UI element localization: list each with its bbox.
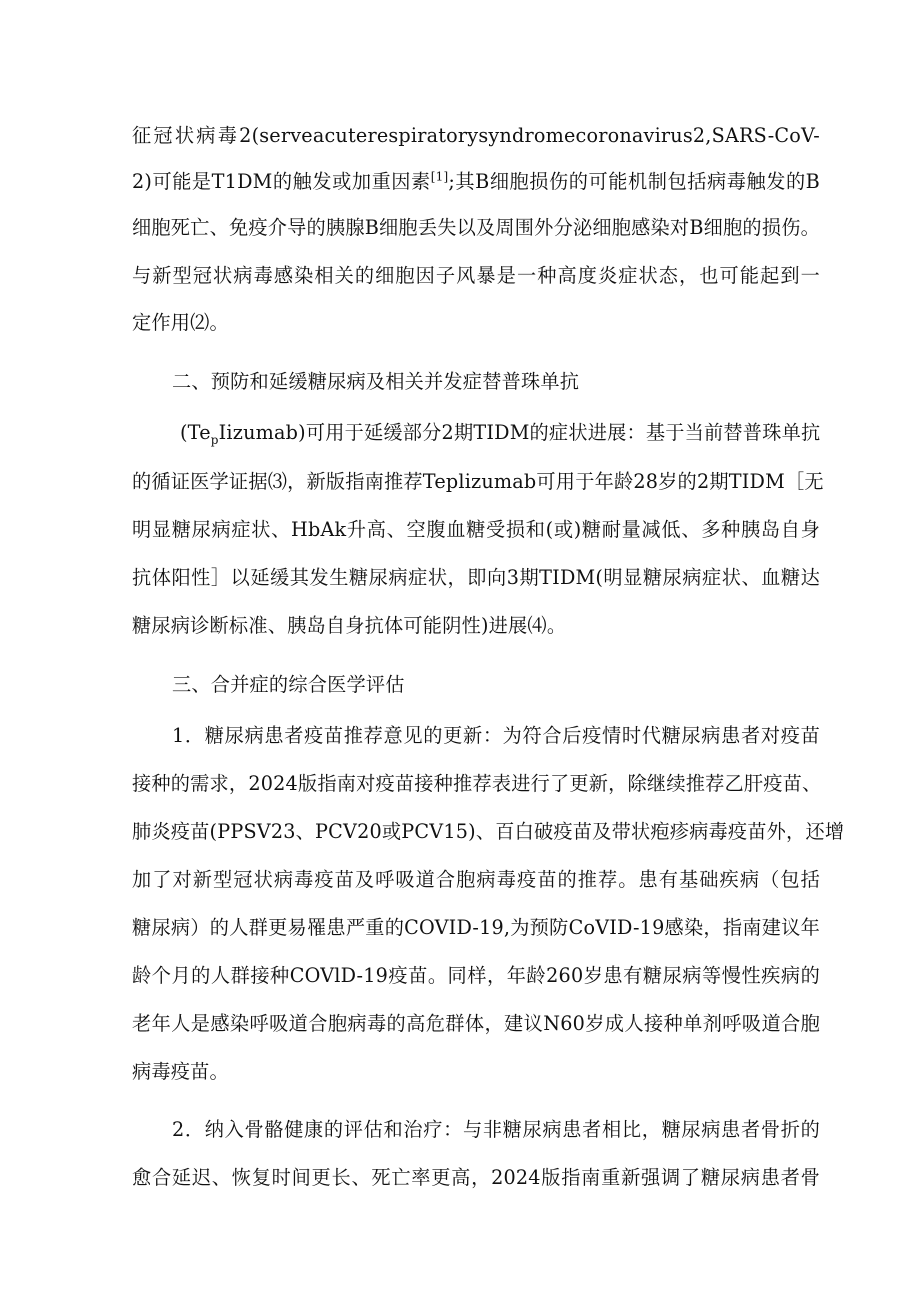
citation-ref-1: [1] [430, 169, 449, 184]
paragraph-2-line-1 [180, 415, 920, 451]
paragraph-1-line-5: 定作用⑵。 [132, 311, 229, 334]
paragraph-1-line-1: 征冠状病毒2(serveacuterespiratorysyndromecoronavirus2,SARS-CoV- [132, 124, 820, 147]
paragraph-4-line-1: 2．纳入骨骼健康的评估和治疗：与非糖尿病患者相比，糖尿病患者骨折的 [172, 1118, 820, 1141]
paragraph-1-line-4: 与新型冠状病毒感染相关的细胞因子风暴是一种高度炎症状态，也可能起到一 [132, 264, 820, 287]
paragraph-3-line-8: 病毒疫苗。 [132, 1060, 229, 1083]
paragraph-3-line-7: 老年人是感染呼吸道合胞病毒的高危群体，建议N60岁成人接种单剂呼吸道合胞 [132, 1012, 820, 1035]
paragraph-2-line-5: 糖尿病诊断标准、胰岛自身抗体可能阴性)进展⑷。 [132, 614, 567, 637]
paragraph-1-line-3: 细胞死亡、免疫介导的胰腺B细胞丢失以及周围外分泌细胞感染对B细胞的损伤。 [132, 216, 820, 239]
paragraph-2-line-1-subscript: p [210, 432, 219, 447]
paragraph-2-line-4: 抗体阳性］以延缓其发生糖尿病症状，即向3期TIDM(明显糖尿病症状、血糖达 [132, 566, 820, 589]
paragraph-2-line-2: 的循证医学证据⑶，新版指南推荐Teplizumab可用于年龄28岁的2期TIDM［无 [132, 470, 824, 493]
paragraph-4-line-2: 愈合延迟、恢复时间更长、死亡率更高，2024版指南重新强调了糖尿病患者骨 [132, 1166, 820, 1189]
paragraph-1-line-2 [132, 164, 820, 200]
paragraph-3-line-5: 糖尿病）的人群更易罹患严重的COVID-19,为预防CoVID-19感染，指南建议年 [132, 916, 820, 939]
paragraph-3-line-6: 龄个月的人群接种COVlD-19疫苗。同样，年龄260岁患有糖尿病等慢性疾病的 [132, 964, 820, 987]
paragraph-2-line-1-text-a: (Te [180, 421, 211, 444]
paragraph-3-line-4: 加了对新型冠状病毒疫苗及呼吸道合胞病毒疫苗的推荐。患有基础疾病（包括 [132, 868, 820, 891]
paragraph-3-line-2: 接种的需求，2024版指南对疫苗接种推荐表进行了更新，除继续推荐乙肝疫苗、 [132, 772, 822, 795]
section-heading-2: 二、预防和延缓糖尿病及相关并发症替普珠单抗 [172, 370, 580, 393]
paragraph-2-line-3: 明显糖尿病症状、HbAk升高、空腹血糖受损和(或)糖耐量减低、多种胰岛自身 [132, 518, 820, 541]
section-heading-3: 三、合并症的综合医学评估 [172, 673, 405, 696]
paragraph-1-line-2-text-a: 2)可能是T1DM的触发或加重因素 [132, 170, 431, 193]
paragraph-3-line-3: 肺炎疫苗(PPSV23、PCV20或PCV15)、百白破疫苗及带状疱疹病毒疫苗外，还增 [132, 820, 845, 843]
paragraph-1-line-2-text-b: ;其B细胞损伤的可能机制包括病毒触发的B [448, 170, 820, 193]
paragraph-2-line-1-text-b: Iizumab)可用于延缓部分2期TIDM的症状进展：基于当前替普珠单抗 [218, 421, 821, 444]
paragraph-3-line-1: 1．糖尿病患者疫苗推荐意见的更新：为符合后疫情时代糖尿病患者对疫苗 [172, 724, 820, 747]
